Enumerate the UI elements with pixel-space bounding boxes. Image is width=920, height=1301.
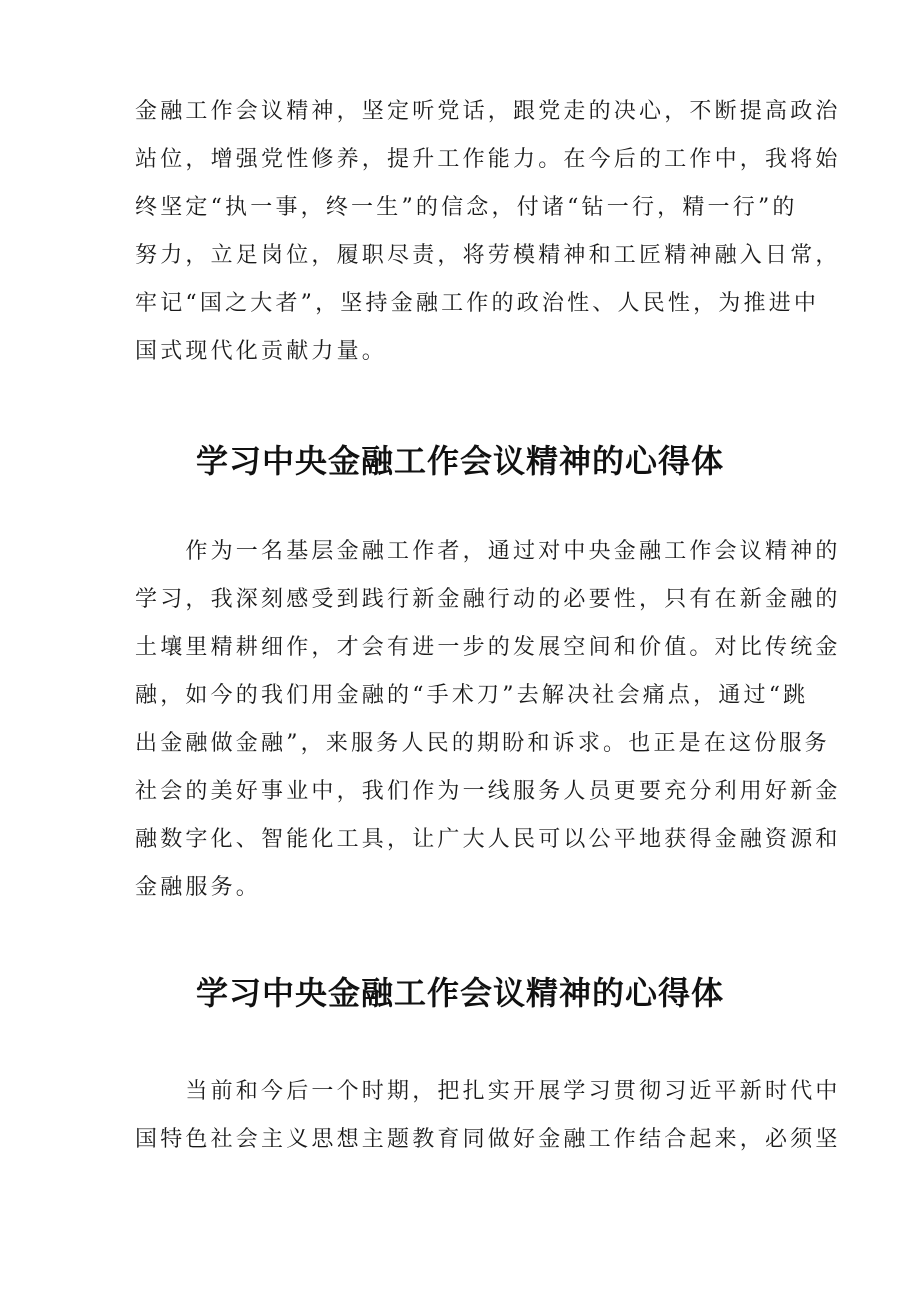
paragraph-3 bbox=[135, 1068, 841, 1164]
paragraph-2 bbox=[135, 528, 841, 912]
text-line: 融数字化、智能化工具，让广大人民可以公平地获得金融资源和 bbox=[135, 827, 841, 852]
text-line: 作为一名基层金融工作者，通过对中央金融工作会议精神的 bbox=[135, 539, 841, 564]
section-heading-1: 学习中央金融工作会议精神的心得体 bbox=[195, 442, 724, 480]
text-line: 努力，立足岗位，履职尽责，将劳模精神和工匠精神融入日常， bbox=[135, 243, 841, 268]
text-line: 国式现代化贡献力量。 bbox=[135, 339, 388, 364]
paragraph-1 bbox=[135, 88, 841, 376]
text-line: 站位，增强党性修养，提升工作能力。在今后的工作中，我将始 bbox=[135, 147, 841, 172]
text-line: 金融服务。 bbox=[135, 875, 262, 900]
text-line: 金融工作会议精神，坚定听党话，跟党走的决心，不断提高政治 bbox=[135, 99, 841, 124]
text-line: 出金融做金融”，来服务人民的期盼和诉求。也正是在这份服务 bbox=[135, 731, 830, 756]
text-line: 牢记“国之大者”，坚持金融工作的政治性、人民性，为推进中 bbox=[135, 291, 820, 316]
text-line: 当前和今后一个时期，把扎实开展学习贯彻习近平新时代中 bbox=[135, 1079, 841, 1104]
text-line: 终坚定“执一事，终一生”的信念，付诸“钻一行，精一行”的 bbox=[135, 195, 798, 220]
text-line: 土壤里精耕细作，才会有进一步的发展空间和价值。对比传统金 bbox=[135, 635, 841, 660]
section-heading-2: 学习中央金融工作会议精神的心得体 bbox=[195, 974, 724, 1012]
text-line: 国特色社会主义思想主题教育同做好金融工作结合起来，必须坚 bbox=[135, 1127, 841, 1152]
text-line: 社会的美好事业中，我们作为一线服务人员更要充分利用好新金 bbox=[135, 779, 841, 804]
text-line: 融，如今的我们用金融的“手术刀”去解决社会痛点，通过“跳 bbox=[135, 683, 809, 708]
text-line: 学习，我深刻感受到践行新金融行动的必要性，只有在新金融的 bbox=[135, 587, 841, 612]
